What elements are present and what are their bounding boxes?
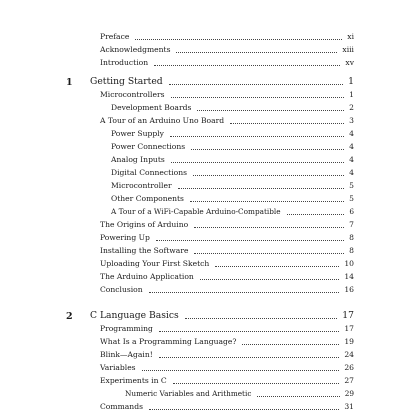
- page-number: 7: [349, 220, 354, 229]
- page-number: xv: [345, 58, 354, 67]
- toc-chapter-row[interactable]: [66, 310, 354, 322]
- dot-leader: [170, 136, 344, 137]
- dot-leader: [197, 110, 344, 111]
- page-number: 10: [344, 259, 354, 268]
- entry-title: Preface: [100, 32, 130, 41]
- page-number: 4: [349, 129, 354, 138]
- entry-title: Power Supply: [111, 129, 164, 138]
- entry-title: Development Boards: [111, 103, 192, 112]
- chapter-number: 1: [66, 77, 73, 88]
- page-number: 29: [344, 389, 354, 398]
- toc-entry[interactable]: [100, 219, 354, 231]
- toc-entry[interactable]: [100, 375, 354, 387]
- toc-entry[interactable]: [111, 141, 354, 153]
- toc-entry[interactable]: [100, 323, 354, 335]
- dot-leader: [135, 39, 342, 40]
- entry-title: Numeric Variables and Arithmetic: [125, 389, 252, 398]
- page-number: 14: [344, 272, 354, 281]
- page-number: 5: [349, 181, 354, 190]
- toc-entry[interactable]: [111, 206, 354, 218]
- entry-title: Uploading Your First Sketch: [100, 259, 210, 268]
- toc-entry[interactable]: [100, 258, 354, 270]
- entry-title: Digital Connections: [111, 168, 187, 177]
- page-number: 1: [349, 90, 354, 99]
- page-number: 6: [349, 207, 354, 216]
- toc-entry[interactable]: [111, 154, 354, 166]
- entry-title: Blink—Again!: [100, 350, 153, 359]
- page-number: xi: [347, 32, 354, 41]
- chapter-number: 2: [66, 311, 73, 322]
- dot-leader: [230, 123, 344, 124]
- dot-leader: [193, 175, 344, 176]
- page-number: 4: [349, 155, 354, 164]
- entry-title: Commands: [100, 402, 143, 411]
- entry-title: Introduction: [100, 58, 149, 67]
- page-number: 31: [344, 402, 354, 411]
- page-number: 17: [344, 324, 354, 333]
- toc-entry[interactable]: [125, 388, 354, 400]
- entry-title: A Tour of a WiFi-Capable Arduino-Compatible: [111, 207, 281, 216]
- entry-title: Conclusion: [100, 285, 143, 294]
- toc-entry[interactable]: [100, 245, 354, 257]
- entry-title: Power Connections: [111, 142, 186, 151]
- dot-leader: [242, 344, 339, 345]
- entry-title: Programming: [100, 324, 153, 333]
- toc-entry[interactable]: [100, 336, 354, 348]
- dot-leader: [149, 409, 339, 410]
- dot-leader: [173, 383, 340, 384]
- page-number: 1: [348, 76, 354, 87]
- toc-entry[interactable]: [111, 128, 354, 140]
- page-number: 3: [349, 116, 354, 125]
- entry-title: C Language Basics: [90, 310, 179, 321]
- toc-entry[interactable]: [111, 180, 354, 192]
- dot-leader: [190, 201, 344, 202]
- page-number: 8: [349, 233, 354, 242]
- entry-title: Installing the Software: [100, 246, 189, 255]
- toc-entry[interactable]: [111, 102, 354, 114]
- toc-entry[interactable]: [100, 401, 354, 413]
- entry-title: The Origins of Arduino: [100, 220, 189, 229]
- toc-entry[interactable]: [100, 115, 354, 127]
- toc-entry[interactable]: [100, 349, 354, 361]
- toc-entry[interactable]: [100, 57, 354, 69]
- dot-leader: [215, 266, 339, 267]
- toc-chapter-row[interactable]: [66, 76, 354, 88]
- page-number: 17: [342, 310, 354, 321]
- toc-entry[interactable]: [100, 44, 354, 56]
- entry-title: Other Components: [111, 194, 184, 203]
- dot-leader: [171, 97, 345, 98]
- dot-leader: [176, 52, 337, 53]
- toc-entry[interactable]: [100, 284, 354, 296]
- dot-leader: [200, 279, 340, 280]
- dot-leader: [149, 292, 340, 293]
- entry-title: Variables: [100, 363, 136, 372]
- toc-entry[interactable]: [100, 89, 354, 101]
- dot-leader: [171, 162, 344, 163]
- toc-entry[interactable]: [111, 193, 354, 205]
- page-number: 27: [344, 376, 354, 385]
- entry-title: Acknowledgments: [100, 45, 171, 54]
- entry-title: Experiments in C: [100, 376, 167, 385]
- dot-leader: [156, 240, 344, 241]
- entry-title: Powering Up: [100, 233, 150, 242]
- entry-title: Getting Started: [90, 76, 163, 87]
- page-number: 26: [344, 363, 354, 372]
- page-number: 24: [344, 350, 354, 359]
- dot-leader: [159, 357, 340, 358]
- dot-leader: [185, 318, 338, 319]
- dot-leader: [154, 65, 340, 66]
- dot-leader: [142, 370, 340, 371]
- page-number: 4: [349, 142, 354, 151]
- entry-title: A Tour of an Arduino Uno Board: [100, 116, 225, 125]
- dot-leader: [194, 253, 344, 254]
- dot-leader: [191, 149, 344, 150]
- entry-title: Microcontroller: [111, 181, 172, 190]
- page-number: 8: [349, 246, 354, 255]
- page-number: 5: [349, 194, 354, 203]
- dot-leader: [159, 331, 339, 332]
- dot-leader: [178, 188, 345, 189]
- entry-title: Microcontrollers: [100, 90, 165, 99]
- toc-entry[interactable]: [111, 167, 354, 179]
- entry-title: Analog Inputs: [111, 155, 165, 164]
- toc-entry[interactable]: [100, 31, 354, 43]
- page-number: xiii: [342, 45, 354, 54]
- page-number: 16: [344, 285, 354, 294]
- dot-leader: [257, 396, 339, 397]
- toc-entry[interactable]: [100, 362, 354, 374]
- entry-title: The Arduino Application: [100, 272, 194, 281]
- page-number: 4: [349, 168, 354, 177]
- toc-entry[interactable]: [100, 232, 354, 244]
- dot-leader: [194, 227, 344, 228]
- toc-entry[interactable]: [100, 271, 354, 283]
- dot-leader: [287, 214, 345, 215]
- page-number: 2: [349, 103, 354, 112]
- dot-leader: [169, 84, 343, 85]
- entry-title: What Is a Programming Language?: [100, 337, 237, 346]
- page-number: 19: [344, 337, 354, 346]
